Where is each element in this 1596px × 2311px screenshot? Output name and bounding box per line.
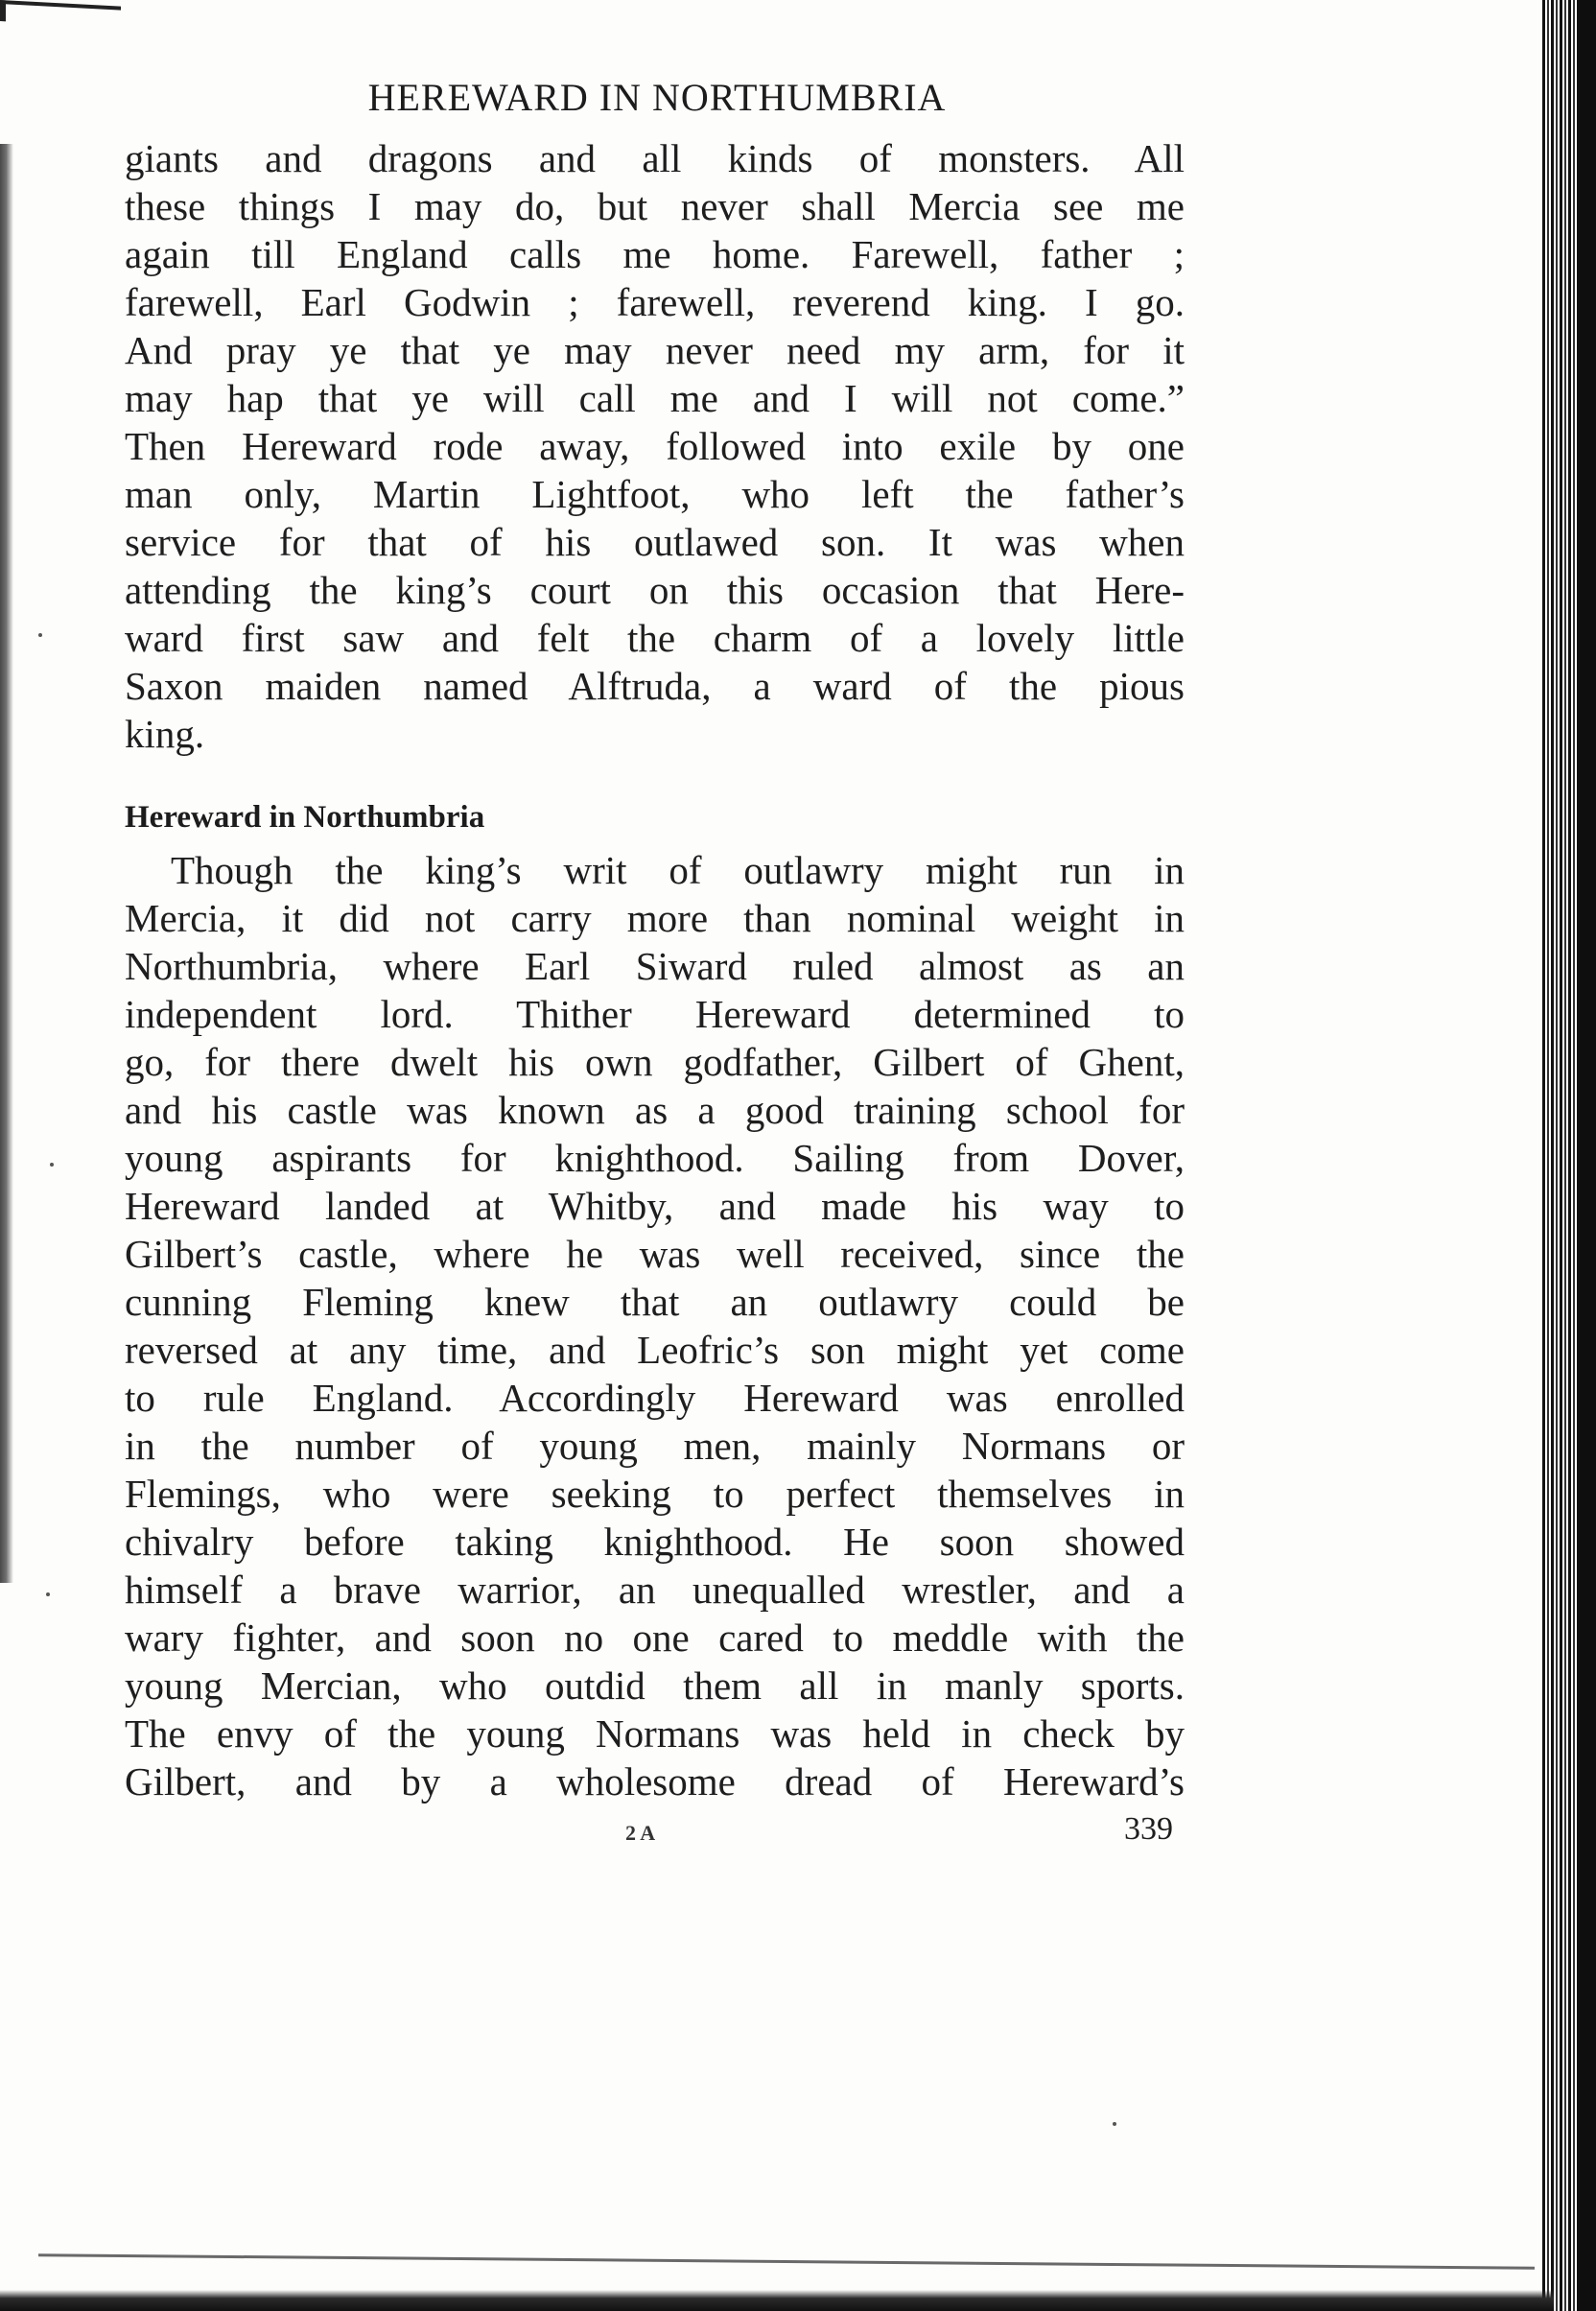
text-line: Gilbert’s castle, where he was well received, since the	[125, 1232, 1185, 1276]
scan-bottom-border	[0, 2290, 1554, 2311]
text-line: Flemings, who were seeking to perfect themselves in	[125, 1472, 1185, 1516]
text-line: Northumbria, where Earl Siward ruled almost as an	[125, 944, 1185, 988]
scan-speck	[50, 1163, 54, 1167]
text-line: young Mercian, who outdid them all in manly sports.	[125, 1663, 1185, 1708]
text-line: king.	[125, 712, 205, 756]
text-line: again till England calls me home. Farewell, father ;	[125, 232, 1185, 276]
scan-corner-mark	[0, 0, 121, 28]
paragraph-2	[125, 846, 1185, 1805]
text-line: ward first saw and felt the charm of a lovely little	[125, 616, 1185, 660]
scan-speck	[1113, 2122, 1116, 2126]
text-line: Saxon maiden named Alftruda, a ward of the pious	[125, 664, 1185, 708]
text-line: attending the king’s court on this occasion that Here-	[125, 568, 1185, 612]
text-line: Gilbert, and by a wholesome dread of Hereward’s	[125, 1759, 1185, 1804]
scan-speck	[38, 633, 42, 637]
text-line: and his castle was known as a good training school for	[125, 1088, 1185, 1132]
text-line: these things I may do, but never shall Mercia see me	[125, 184, 1185, 228]
scan-spine-shadow	[0, 144, 13, 1583]
text-line: The envy of the young Normans was held in check by	[125, 1711, 1185, 1756]
text-line: reversed at any time, and Leofric’s son might yet come	[125, 1328, 1185, 1372]
text-line: young aspirants for knighthood. Sailing from Dover,	[125, 1136, 1185, 1180]
text-line: farewell, Earl Godwin ; farewell, reverend king. I go.	[125, 280, 1185, 324]
text-line: in the number of young men, mainly Normans or	[125, 1424, 1185, 1468]
scan-bottom-line	[38, 2253, 1535, 2270]
text-line: Though the king’s writ of outlawry might run in	[171, 848, 1185, 892]
paragraph-1	[125, 134, 1185, 758]
text-line: himself a brave warrior, an unequalled wrestler, and a	[125, 1568, 1185, 1612]
text-line: Hereward landed at Whitby, and made his way to	[125, 1184, 1185, 1228]
text-line: chivalry before taking knighthood. He soon showed	[125, 1520, 1185, 1564]
text-line: independent lord. Thither Hereward determined to	[125, 992, 1185, 1036]
text-line: cunning Fleming knew that an outlawry could be	[125, 1280, 1185, 1324]
text-line: giants and dragons and all kinds of monsters. All	[125, 136, 1185, 180]
running-head: HEREWARD IN NORTHUMBRIA	[367, 76, 947, 119]
text-line: to rule England. Accordingly Hereward was enrolled	[125, 1376, 1185, 1420]
signature-mark: 2 A	[625, 1821, 656, 1845]
page-number: 339	[1124, 1811, 1173, 1847]
scan-speck	[46, 1592, 50, 1596]
text-line: And pray ye that ye may never need my arm, for it	[125, 328, 1185, 372]
scan-right-border	[1577, 0, 1596, 2311]
text-line: man only, Martin Lightfoot, who left the father’s	[125, 472, 1185, 516]
text-line: wary fighter, and soon no one cared to meddle with the	[125, 1615, 1185, 1660]
text-line: Then Hereward rode away, followed into exile by one	[125, 424, 1185, 468]
text-line: Mercia, it did not carry more than nominal weight in	[125, 896, 1185, 940]
section-heading: Hereward in Northumbria	[125, 800, 485, 835]
text-line: go, for there dwelt his own godfather, Gilbert of Ghent,	[125, 1040, 1185, 1084]
text-line: may hap that ye will call me and I will not come.”	[125, 376, 1185, 420]
text-line: service for that of his outlawed son. It was when	[125, 520, 1185, 564]
